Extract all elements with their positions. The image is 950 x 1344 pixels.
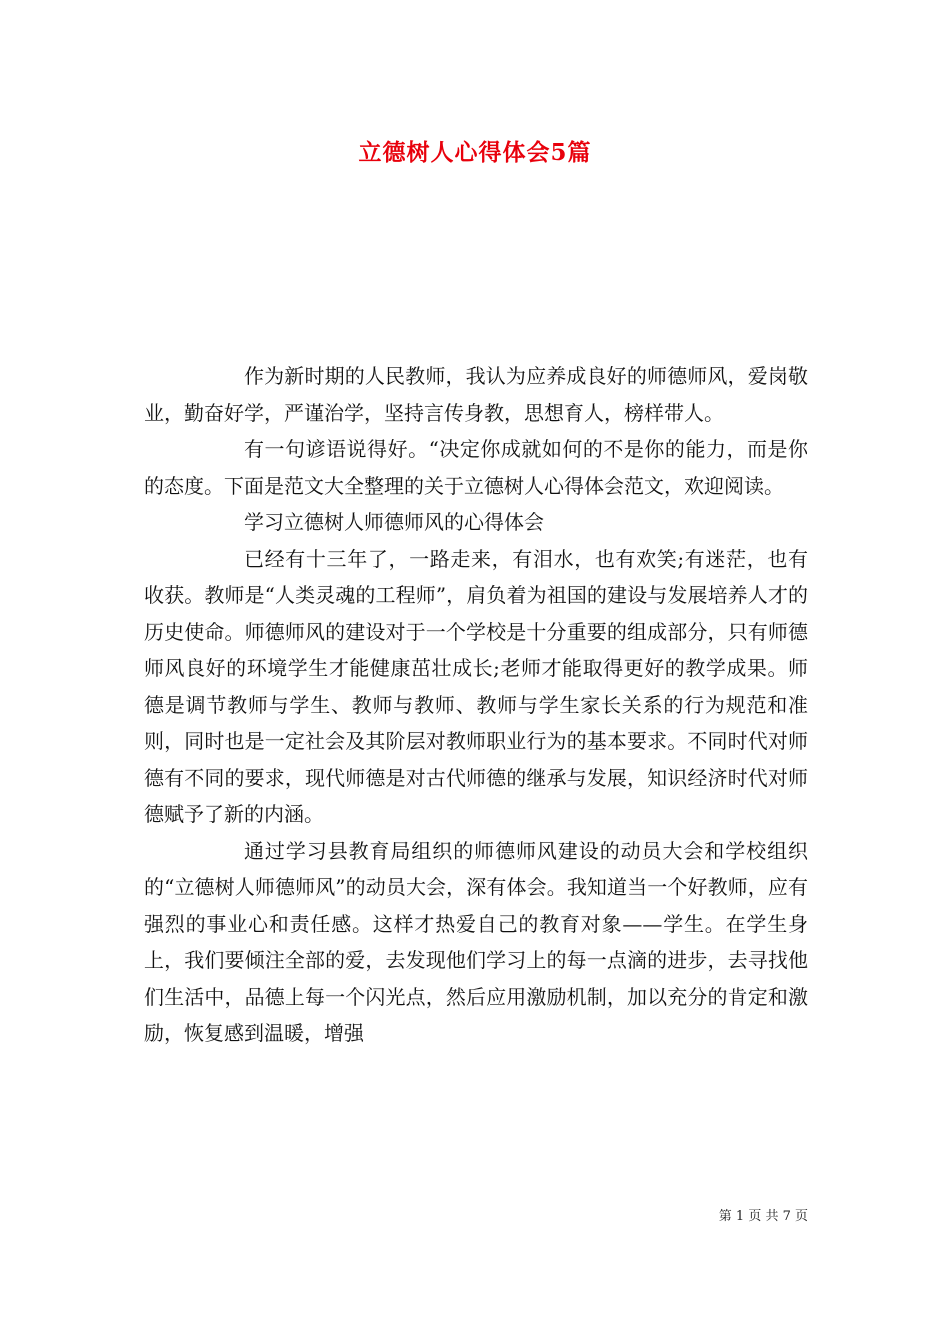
paragraph: 作为新时期的人民教师，我认为应养成良好的师德师风，爱岗敬业，勤奋好学，严谨治学，坚持言传身教，思想育人，榜样带人。 [144,364,808,425]
section-heading: 学习立德树人师德师风的心得体会 [244,510,544,534]
paragraph: 有一句谚语说得好。“决定你成就如何的不是你的能力，而是你的态度。下面是范文大全整理的关于立德树人心得体会范文，欢迎阅读。 [144,437,808,498]
document-body [144,358,808,1052]
page-number: 第 1 页 共 7 页 [718,1209,808,1224]
paragraph: 通过学习县教育局组织的师德师风建设的动员大会和学校组织的“立德树人师德师风”的动员大会，深有体会。我知道当一个好教师，应有强烈的事业心和责任感。这样才热爱自己的教育对象——学生。在学生身上，我们要倾注全部的爱，去发现他们学习上的每一点滴的进步，去寻找他们生活中，品德上每一个闪光点，然后应用激励机制，加以充分的肯定和激励，恢复感到温暖，增强 [144,838,808,1045]
document-title: 立德树人心得体会5篇 [358,139,592,166]
paragraph: 已经有十三年了，一路走来，有泪水，也有欢笑;有迷茫，也有收获。教师是“人类灵魂的工程师”，肩负着为祖国的建设与发展培养人才的历史使命。师德师风的建设对于一个学校是十分重要的组成部分，只有师德师风良好的环境学生才能健康茁壮成长;老师才能取得更好的教学成果。师德是调节教师与学生、教师与教师、教师与学生家长关系的行为规范和准则，同时也是一定社会及其阶层对教师职业行为的基本要求。不同时代对师德有不同的要求，现代师德是对古代师德的继承与发展，知识经济时代对师德赋予了新的内涵。 [144,546,808,826]
